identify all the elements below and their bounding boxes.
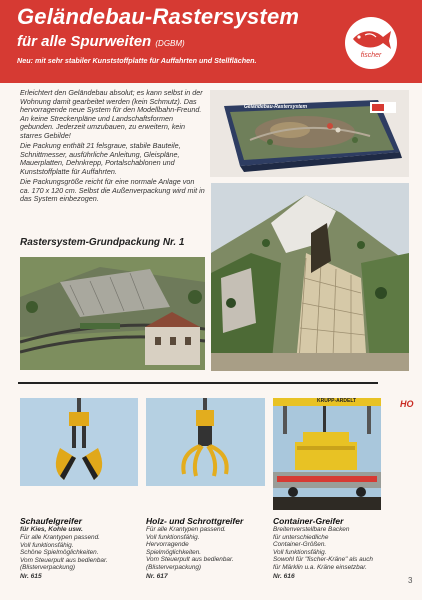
crane-label: KRUPP-ARDELT (317, 398, 357, 404)
product-name: Schaufelgreifer (20, 516, 82, 526)
product-line: Spielmöglichkeiten. (146, 548, 202, 556)
product-line: Voll funktionsfähig. (20, 541, 74, 549)
product-box-photo (210, 90, 409, 177)
product-line: Vom Steuerpult aus bedienbar. (146, 556, 234, 564)
fish-logo-icon (345, 17, 397, 69)
page-number: 3 (408, 576, 413, 585)
product-name: Container-Greifer (273, 516, 344, 526)
product-line: für Märklin u.a. Kräne einsetzbar. (273, 563, 367, 571)
scale-label: HO (400, 399, 414, 409)
product-sub: für Kies, Kohle usw. (20, 526, 83, 533)
product-line: Container-Größen. (273, 541, 327, 549)
product-line: Voll funktionsfähig. (146, 533, 200, 541)
intro-text (20, 89, 205, 206)
grund-heading: Rastersystem-Grundpackung Nr. 1 (20, 237, 185, 248)
product-number: Nr. 617 (146, 572, 168, 580)
product-line: Für alle Krantypen passend. (146, 526, 226, 533)
product-line: Schöne Spielmöglichkeiten. (20, 549, 99, 557)
product-line: Voll funktionsfähig. (273, 548, 327, 556)
fischer-logo (345, 17, 397, 69)
product-line: Breitenverstellbare Backen (273, 526, 350, 533)
product-line: für unterschiedliche (273, 533, 329, 541)
header-banner (0, 0, 422, 83)
intro-paragraph: Erleichtert den Geländebau absolut; es kann selbst in der Wohnung damit gearbeitet werden (kein Schmutz). Das hervorragende neue System für den Modellbahn-Freund. An keine Streckenpläne und Landschaftsformen gebunden. Jederzeit umzubauen, zu erweitern, kein starres Gebilde! (20, 88, 203, 140)
product-line: Sowohl für "fischer-Kräne" als auch (273, 556, 373, 564)
subtitle-text: für alle Spurweiten (17, 33, 152, 50)
page-subtitle (17, 33, 185, 50)
product-615 (20, 516, 145, 581)
product-line: Für alle Krantypen passend. (20, 534, 100, 541)
intro-paragraph: Die Packung enthält 21 felsgraue, stabile Bauteile, Schnittmesser, ausführliche Anleitung, Gleispläne, Mauerplatten, Dehnkrepp, Portalschablonen und Kunststoffplatte für Auffahrten. (20, 141, 181, 176)
box-label: Geländebau-Rastersystem (244, 104, 308, 110)
station-layout-photo (20, 257, 205, 370)
clamshell-grab-photo (20, 398, 138, 486)
product-line: Hervorragende (146, 541, 189, 549)
product-line: (Blisterverpackung) (146, 563, 202, 571)
news-line: Neu: mit sehr stabiler Kunststoffplatte für Auffahrten und Stellflächen. (17, 56, 257, 65)
container-grab-photo (273, 398, 381, 510)
wood-scrap-grab-photo (146, 398, 265, 486)
intro-paragraph: Die Packungsgröße reicht für eine normale Anlage von ca. 170 x 120 cm. Selbst die Außenverpackung wird mit in das System einbezogen. (20, 177, 205, 203)
logo-text: fischer (360, 52, 382, 59)
product-616 (273, 516, 408, 581)
page-title: Geländebau-Rastersystem (17, 4, 300, 29)
mountain-tunnel-photo (211, 183, 409, 371)
product-line: (Blisterverpackung) (20, 564, 76, 572)
product-name: Holz- und Schrottgreifer (146, 516, 244, 526)
product-line: Vom Steuerpult aus bedienbar. (20, 556, 108, 564)
product-617 (146, 516, 271, 581)
subtitle-mark: (DGBM) (155, 39, 185, 48)
product-number: Nr. 615 (20, 572, 42, 580)
section-divider (18, 382, 378, 384)
product-number: Nr. 616 (273, 572, 295, 580)
